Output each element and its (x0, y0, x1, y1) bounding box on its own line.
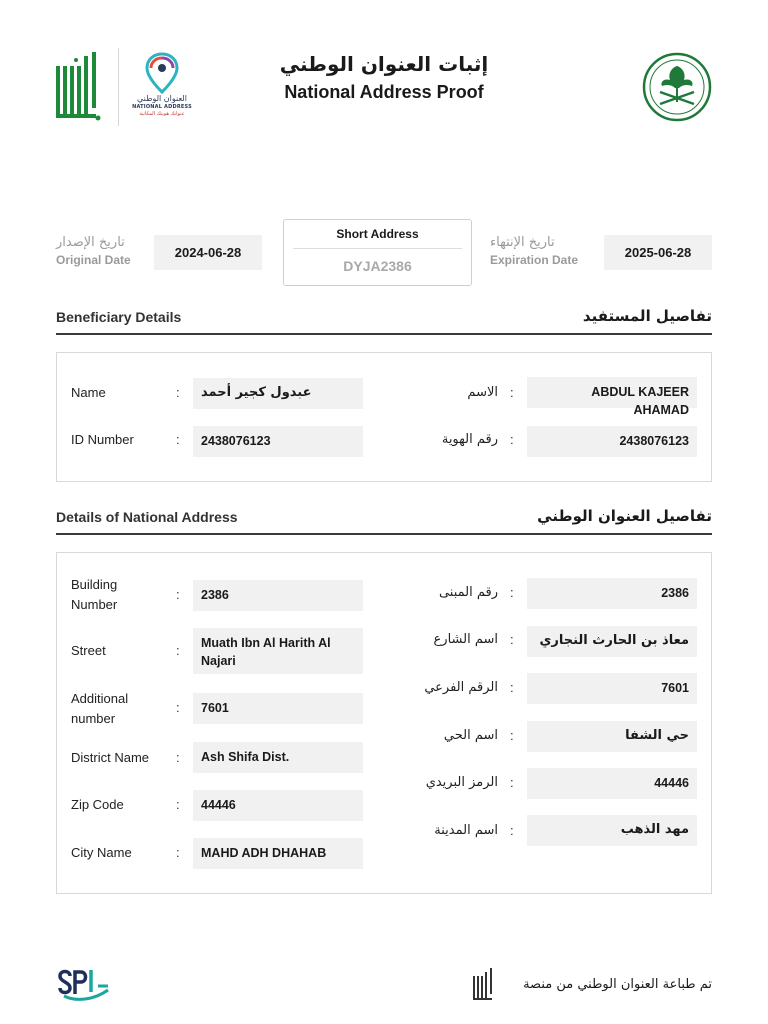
short-address-box (283, 219, 472, 286)
na-logo-slogan: عنوانك هويتك المكانية (139, 111, 185, 117)
expiration-date-value: 2025-06-28 (604, 235, 712, 270)
street-value: Muath Ibn Al Harith Al Najari (193, 628, 363, 674)
beneficiary-panel (56, 352, 712, 482)
issue-date-label: تاريخ الإصدار Original Date (56, 235, 131, 267)
id-label-ar: رقم الهوية (441, 432, 498, 447)
colon: : (176, 587, 180, 602)
short-address-title: Short Address (336, 227, 419, 241)
district-value-ar: حي الشفا (527, 721, 697, 752)
id-value-right: 2438076123 (527, 426, 697, 457)
building-number-value-ar: 2386 (527, 578, 697, 609)
district-label: District Name (71, 750, 150, 765)
zip-value-ar: 44446 (527, 768, 697, 799)
zip-label: Zip Code (71, 797, 124, 812)
colon: : (176, 432, 180, 447)
short-address-value: DYJA2386 (343, 258, 412, 274)
title-en: National Address Proof (284, 82, 484, 102)
address-heading (56, 507, 712, 535)
colon: : (510, 775, 514, 790)
location-pin-icon (142, 52, 182, 94)
colon: : (176, 845, 180, 860)
na-logo-en: NATIONAL ADDRESS (132, 104, 192, 110)
beneficiary-heading-ar: تفاصيل المستفيد (582, 307, 712, 325)
colon: : (176, 797, 180, 812)
colon: : (510, 728, 514, 743)
additional-number-label-ar: الرقم الفرعي (424, 680, 498, 695)
zip-label-ar: الرمز البريدي (425, 775, 498, 790)
id-value-left: 2438076123 (193, 426, 363, 457)
street-label: Street (71, 643, 106, 658)
address-heading-en: Details of National Address (56, 509, 238, 525)
additional-number-label: Additional number (71, 691, 129, 726)
document-title (234, 50, 534, 104)
colon: : (510, 585, 514, 600)
absher-mark (472, 968, 496, 1002)
district-value: Ash Shifa Dist. (193, 742, 363, 773)
beneficiary-heading (56, 307, 712, 335)
saudi-emblem (642, 52, 712, 122)
national-address-logo (130, 52, 194, 124)
additional-number-value: 7601 (193, 693, 363, 724)
address-heading-ar: تفاصيل العنوان الوطني (537, 507, 712, 525)
building-number-label: Building Number (71, 577, 118, 612)
colon: : (510, 385, 514, 400)
footer-text: تم طباعة العنوان الوطني من منصة (523, 977, 712, 992)
city-value-ar: مهد الذهب (527, 815, 697, 846)
name-label: Name (71, 385, 106, 400)
short-address-divider (293, 248, 462, 249)
issue-date-value: 2024-06-28 (154, 235, 262, 270)
colon: : (176, 385, 180, 400)
name-value-ar: عبدول كجير أحمد (193, 378, 363, 409)
building-number-label-ar: رقم المبنى (438, 585, 498, 600)
na-logo-ar: العنوان الوطني (137, 94, 187, 103)
colon: : (176, 750, 180, 765)
street-label-ar: اسم الشارع (433, 632, 498, 647)
district-label-ar: اسم الحي (443, 728, 498, 743)
colon: : (510, 823, 514, 838)
city-value: MAHD ADH DHAHAB (193, 838, 363, 869)
street-value-ar: معاذ بن الحارث النجاري (527, 626, 697, 657)
colon: : (510, 680, 514, 695)
colon: : (510, 432, 514, 447)
colon: : (510, 632, 514, 647)
id-label: ID Number (71, 432, 134, 447)
building-number-value: 2386 (193, 580, 363, 611)
expiration-date-label: تاريخ الإنتهاء Expiration Date (490, 235, 579, 267)
title-ar: إثبات العنوان الوطني (279, 52, 489, 76)
absher-logo (56, 52, 102, 124)
spl-logo (56, 966, 112, 1002)
city-label: City Name (71, 845, 132, 860)
colon: : (176, 700, 180, 715)
city-label-ar: اسم المدينة (434, 823, 498, 838)
zip-value: 44446 (193, 790, 363, 821)
name-label-ar: الاسم (467, 385, 498, 400)
logo-divider (118, 48, 119, 126)
beneficiary-heading-en: Beneficiary Details (56, 309, 182, 325)
colon: : (176, 643, 180, 658)
additional-number-value-ar: 7601 (527, 673, 697, 704)
name-value-en: ABDUL KAJEER AHAMAD (527, 377, 697, 408)
